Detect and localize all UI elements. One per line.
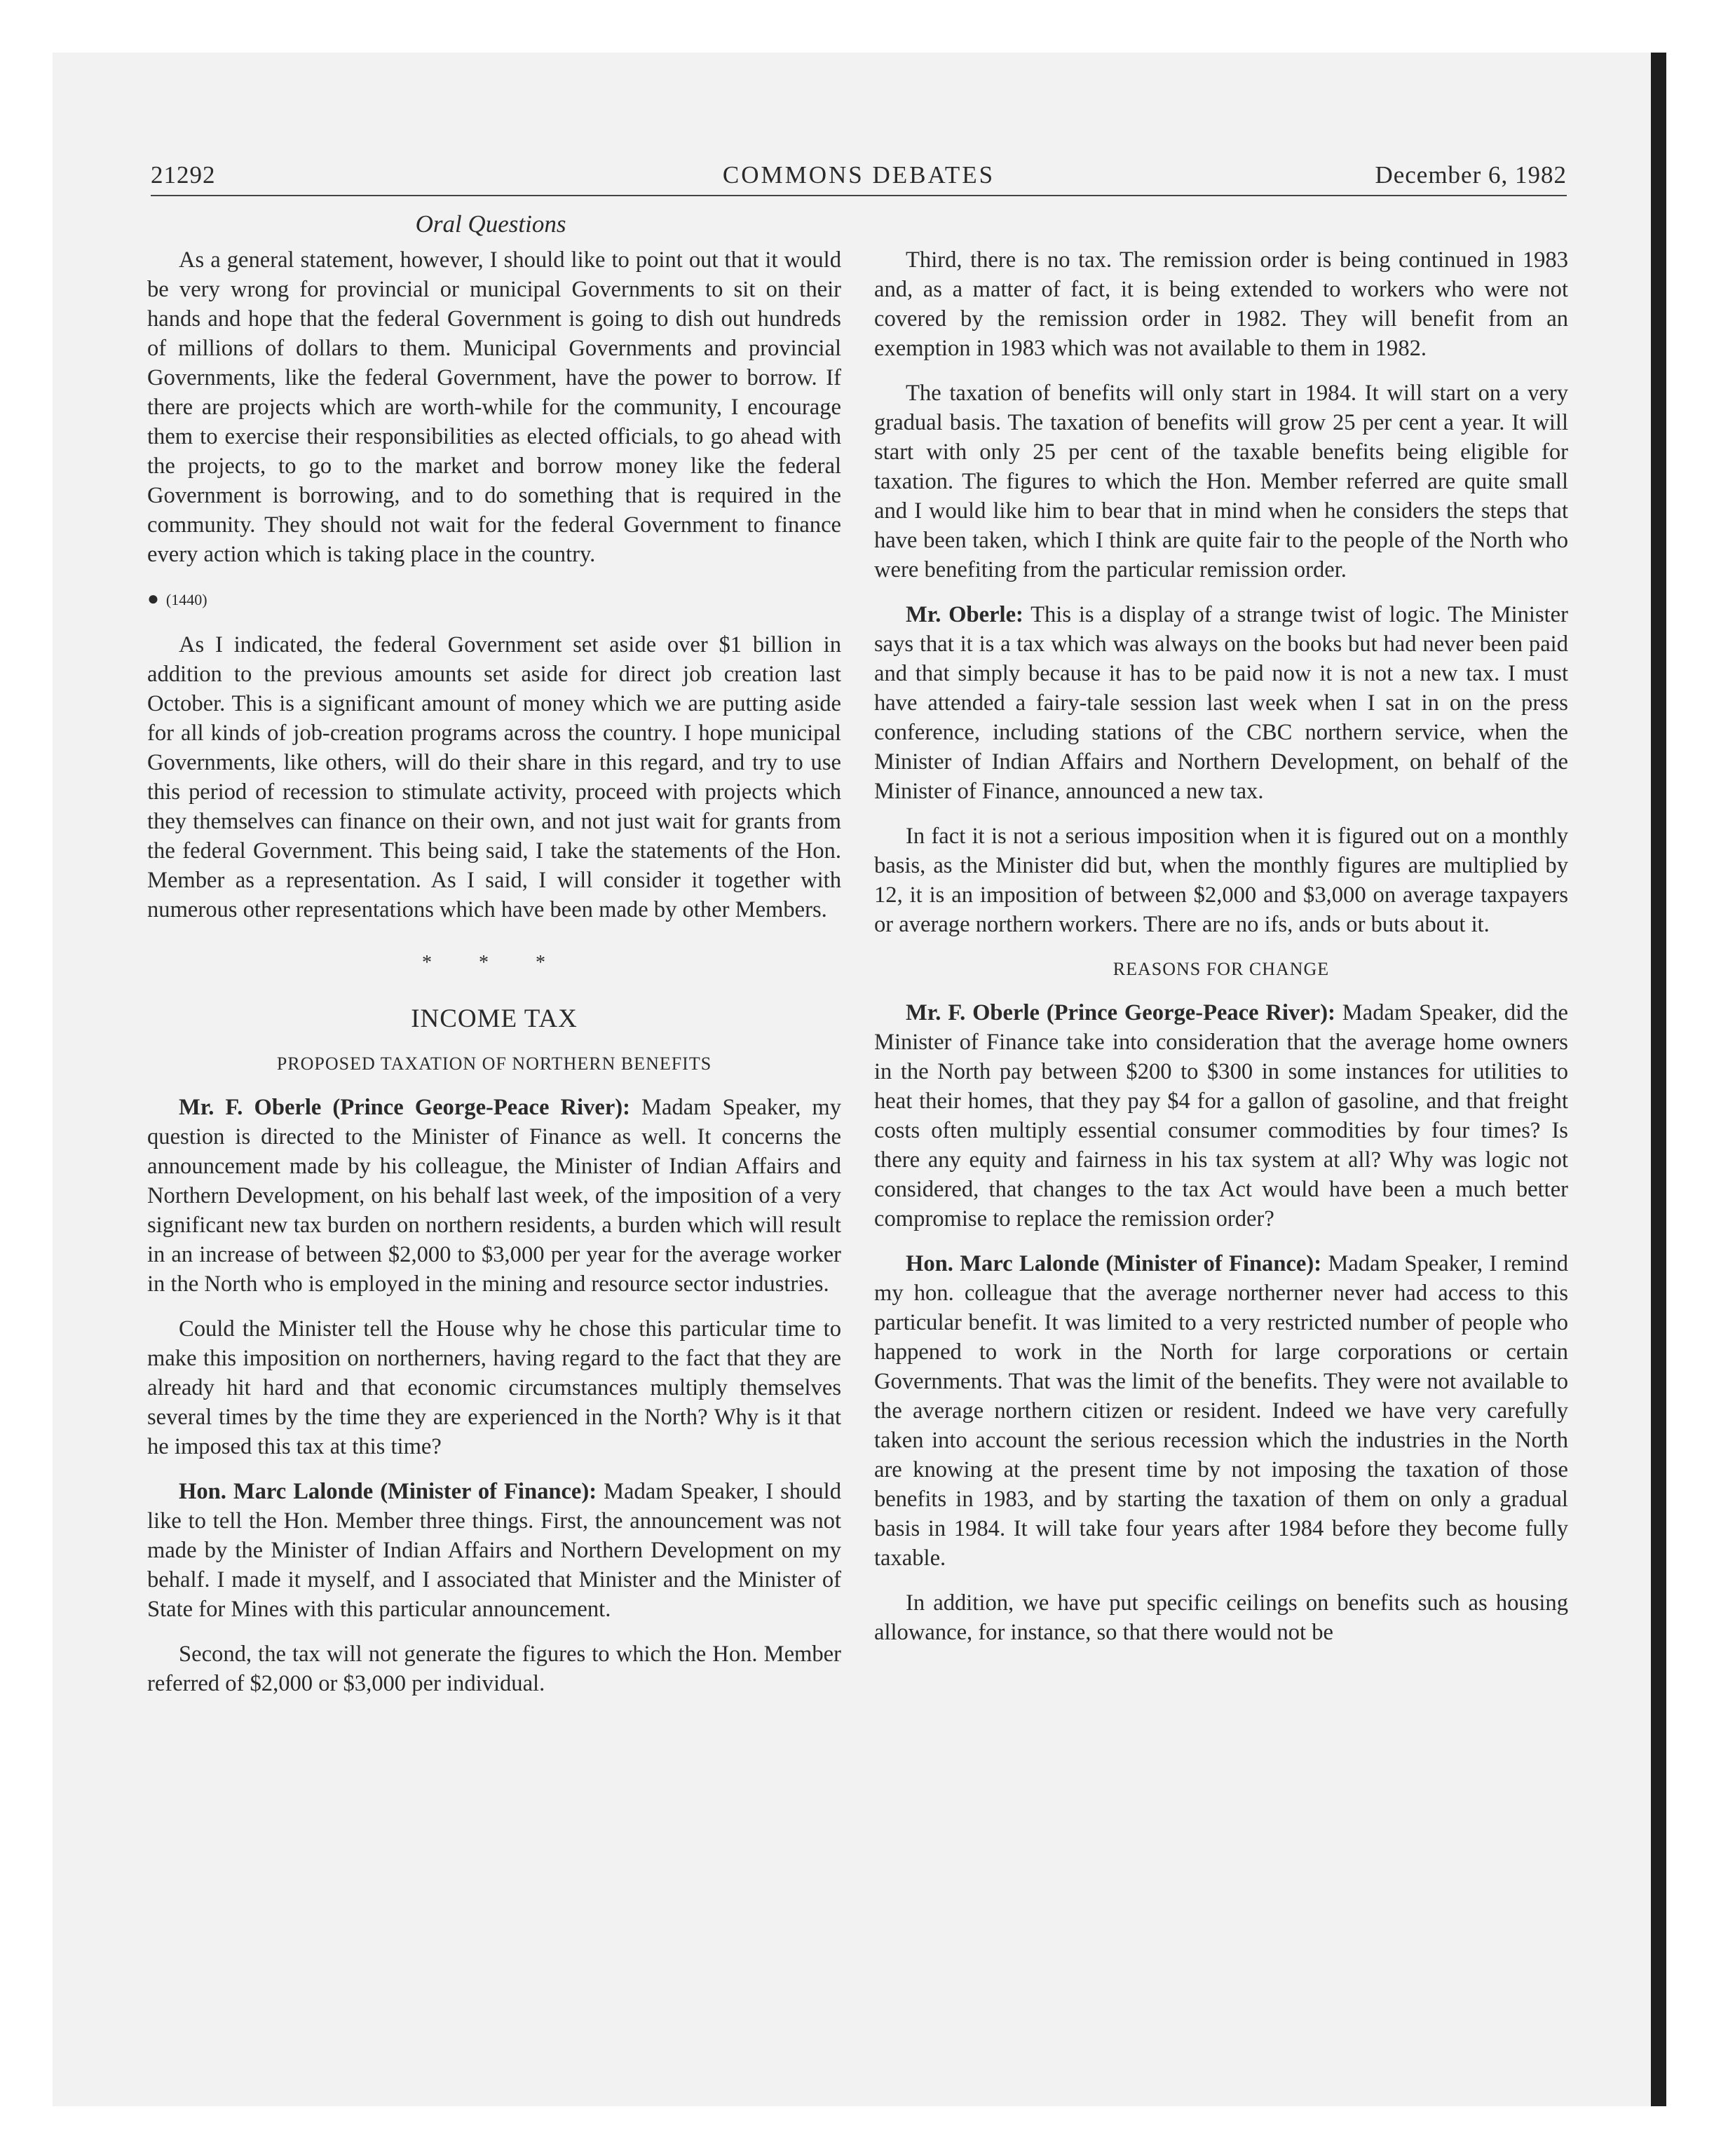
paragraph: As a general statement, however, I should like to point out that it would be very wrong for provincial or municipal Governments to sit on their hands and hope that the federal Government is going to dish out hundreds of millions of dollars to them. Municipal Governments and provincial Governments, like the federal Government, have the power to borrow. If there are projects which are worth-while for the community, I encourage them to exercise their responsibilities as elected officials, to go ahead with the projects, to go to the market and borrow money like the federal Government is borrowing, and to do something that is required in the community. They should not wait for the federal Government to finance every action which is taking place in the country. [147, 247, 841, 567]
speech-text: This is a display of a strange twist of logic. The Minister says that it is a tax which was always on the books but had never been paid and that simply because it has to be paid now it is not a new tax. I must have attended a fairy-tale session last week when I sat in on the press conference, including stations of the CBC northern service, when the Minister of Indian Affairs and Northern Development, on behalf of the Minister of Finance, announced a new tax. [874, 602, 1568, 804]
paragraph: Third, there is no tax. The remission order is being continued in 1983 and, as a matter of fact, it is being extended to workers who were not covered by the remission order in 1982. They will benefit from an exemption in 1983 which was not available to them in 1982. [874, 247, 1568, 361]
speech-paragraph [874, 998, 1568, 1234]
scan-edge-shadow [1651, 53, 1666, 2106]
publication-title: COMMONS DEBATES [722, 161, 995, 189]
paragraph: Second, the tax will not generate the figures to which the Hon. Member referred of $2,000 or $3,000 per individual. [147, 1642, 841, 1696]
paragraph: The taxation of benefits will only start in 1984. It will start on a very gradual basis. The taxation of benefits will grow 25 per cent a year. It will start with only 25 per cent of the taxable benefits being eligible for taxation. The figures to which the Hon. Member referred are quite small and I would like him to bear that in mind when he considers the steps that have been taken, which I think are quite fair to the people of the North who were benefiting from the particular remission order. [874, 381, 1568, 582]
speaker-name: Mr. F. Oberle (Prince George-Peace River): [179, 1095, 630, 1120]
subheading: REASONS FOR CHANGE [1113, 959, 1330, 979]
speech-text: Madam Speaker, my question is directed to the Minister of Finance as well. It concerns the announcement made by his colleague, the Minister of Indian Affairs and Northern Development, on his behalf last week, of the imposition of a very significant new tax burden on northern residents, a burden which will result in an increase of between $2,000 to $3,000 per year for the average worker in the North who is employed in the mining and resource sector industries. [147, 1095, 841, 1297]
section-label: Oral Questions [415, 210, 566, 238]
paragraph: Could the Minister tell the House why he chose this particular time to make this imposition on northerners, having regard to the fact that they are already hit hard and that economic circumstances multiply themselves several times by the time they are experienced in the North? Why is it that he imposed this tax at this time? [147, 1316, 841, 1459]
speaker-name: Mr. Oberle: [906, 602, 1023, 627]
page-header [151, 161, 1567, 196]
paragraph: In fact it is not a serious imposition when it is figured out on a monthly basis, as the Minister did but, when the monthly figures are multiplied by 12, it is an imposition of between $2,000 and $3,000 on average taxpayers or average northern workers. There are no ifs, ands or buts about it. [874, 824, 1568, 937]
paragraph: As I indicated, the federal Government set aside over $1 billion in addition to the previous amounts set aside for direct job creation last October. This is a significant amount of money which we are putting aside for all kinds of job-creation programs across the country. I hope municipal Governments, like others, will do their share in this regard, and try to use this period of recession to stimulate activity, proceed with projects which they themselves can finance on their own, and not just wait for grants from the federal Government. This being said, I take the statements of the Hon. Member as a representation. As I said, I will consider it together with numerous other representations which have been made by other Members. [147, 632, 841, 922]
paragraph: In addition, we have put specific ceilings on benefits such as housing allowance, for instance, so that there would not be [874, 1590, 1568, 1645]
speech-text: Madam Speaker, I remind my hon. colleague that the average northerner never had access to this particular benefit. It was limited to a very restricted number of people who happened to work in the North for large corporations or certain Governments. That was the limit of the benefits. They were not available to the average northern citizen or resident. Indeed we have very carefully taken into account the serious recession which the industries in the North are knowing at the present time by not imposing the taxation of those benefits in 1983, and by starting the taxation of them on only a gradual basis in 1984. It will take four years after 1984 before they become fully taxable. [874, 1251, 1568, 1571]
page-number: 21292 [151, 161, 216, 189]
speaker-name: Hon. Marc Lalonde (Minister of Finance): [906, 1251, 1322, 1276]
speaker-name: Mr. F. Oberle (Prince George-Peace River): [906, 1000, 1335, 1025]
section-break: * * * [422, 952, 566, 974]
time-stamp: (1440) [165, 591, 207, 608]
bullet-icon: ● [147, 588, 159, 610]
subheading: PROPOSED TAXATION OF NORTHERN BENEFITS [276, 1053, 712, 1074]
page-date: December 6, 1982 [1375, 161, 1567, 189]
speech-paragraph [874, 1249, 1568, 1573]
right-column [874, 245, 1568, 1663]
speech-paragraph [874, 600, 1568, 806]
speech-text: Madam Speaker, I should like to tell the Hon. Member three things. First, the announcement was not made by the Minister of Indian Affairs and Northern Development on my behalf. I made it myself, and I associated that Minister and the Minister of State for Mines with this particular announcement. [147, 1479, 841, 1622]
speaker-name: Hon. Marc Lalonde (Minister of Finance): [179, 1479, 597, 1504]
left-column [147, 245, 841, 1714]
speech-paragraph [147, 1477, 841, 1624]
section-heading: INCOME TAX [411, 1004, 578, 1033]
speech-text: Madam Speaker, did the Minister of Finance take into consideration that the average home owners in the North pay between $200 to $300 in some instances for utilities to heat their homes, that they pay $4 for a gallon of gasoline, and that freight costs often multiply essential consumer commodities by four times? Is there any equity and fairness in his tax system at all? Why was logic not considered, that changes to the tax Act would have been a much better compromise to replace the remission order? [874, 1000, 1568, 1231]
speech-paragraph [147, 1093, 841, 1299]
time-marker [147, 585, 841, 615]
